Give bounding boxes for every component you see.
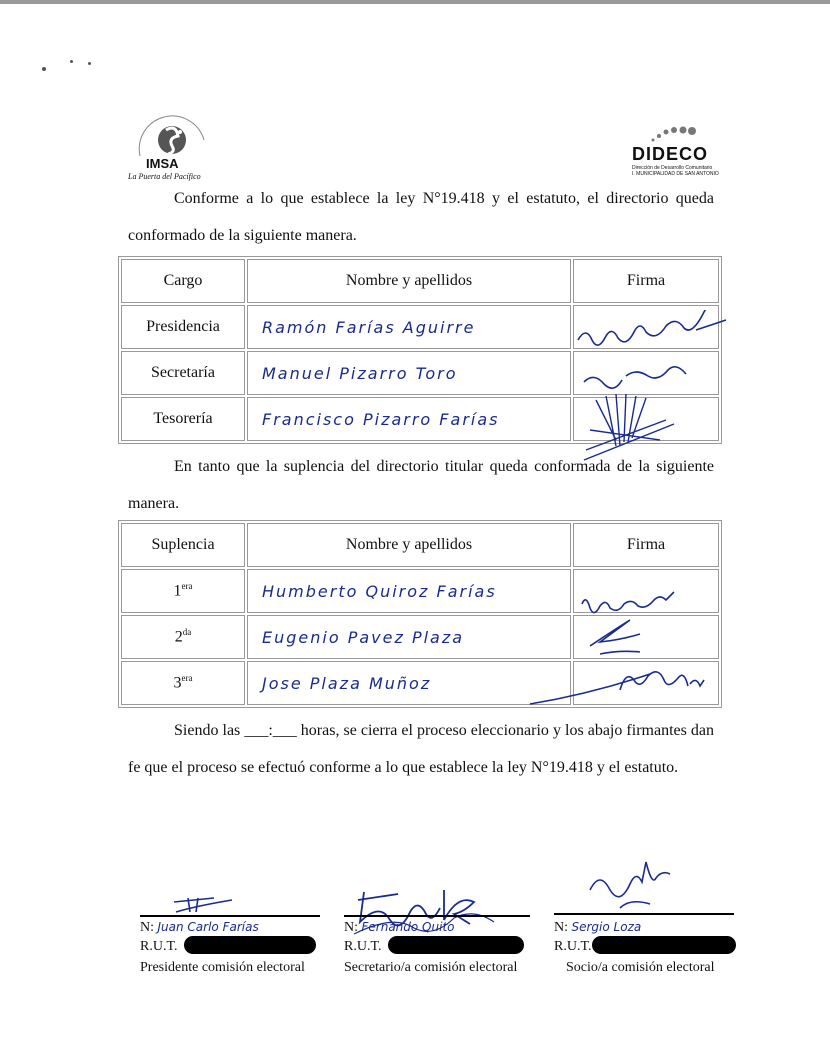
scan-speck <box>88 62 91 65</box>
suplencia-paragraph: En tanto que la suplencia del directorio titular queda conformada de la siguiente manera. <box>128 458 714 512</box>
header-cargo: Cargo <box>121 259 245 303</box>
n-label: N: <box>344 920 358 935</box>
redaction-bar <box>184 936 316 954</box>
suplencia-suffix: da <box>182 627 192 638</box>
cargo-cell: Tesorería <box>121 397 245 441</box>
nombre-cell: Manuel Pizarro Toro <box>247 351 571 395</box>
directorio-signatures <box>566 310 746 470</box>
nombre-cell: Ramón Farías Aguirre <box>247 305 571 349</box>
header-nombre: Nombre y apellidos <box>247 523 571 567</box>
suplencia-suffix: era <box>181 581 193 592</box>
nombre-cell: Humberto Quiroz Farías <box>247 569 571 613</box>
n-value: Fernando Quito <box>361 920 455 934</box>
rut-label-1: R.U.T. <box>140 939 178 954</box>
imsa-logo-tagline: La Puerta del Pacífico <box>128 172 201 181</box>
nombre-cell: Francisco Pizarro Farías <box>247 397 571 441</box>
header-nombre: Nombre y apellidos <box>247 259 571 303</box>
signatory-2-role: Secretario/a comisión electoral <box>344 960 518 975</box>
header-suplencia: Suplencia <box>121 523 245 567</box>
signatory-2-name <box>344 917 455 938</box>
header-firma: Firma <box>573 259 719 303</box>
rut-label-3: R.U.T. <box>554 939 592 954</box>
signature-line-3 <box>554 913 734 915</box>
suplencia-cell <box>121 615 245 659</box>
suplencia-suffix: era <box>181 673 193 684</box>
suplencia-number: 3 <box>173 674 182 692</box>
signature-1 <box>168 894 238 916</box>
signatory-3-role: Socio/a comisión electoral <box>566 960 715 975</box>
header-firma: Firma <box>573 523 719 567</box>
imsa-logo <box>128 108 218 188</box>
suplencia-cell <box>121 569 245 613</box>
imsa-logo-name: IMSA <box>146 156 179 171</box>
n-value: Sergio Loza <box>571 920 642 934</box>
signatory-1-role: Presidente comisión electoral <box>140 960 305 975</box>
redaction-bar <box>592 936 736 954</box>
signatory-3-name <box>554 917 641 938</box>
signatory-1-name <box>140 917 259 938</box>
n-label: N: <box>140 920 154 935</box>
cargo-cell: Secretaría <box>121 351 245 395</box>
suplencia-cell <box>121 661 245 705</box>
dideco-logo <box>628 122 719 177</box>
nombre-cell: Eugenio Pavez Plaza <box>247 615 571 659</box>
suplencia-signatures <box>470 580 730 710</box>
scan-top-border <box>0 0 830 4</box>
nombre-cell: Jose Plaza Muñoz <box>247 661 571 705</box>
cargo-cell: Presidencia <box>121 305 245 349</box>
dideco-logo-subtitle-2: I. MUNICIPALIDAD DE SAN ANTONIO <box>632 171 719 177</box>
n-value: Juan Carlo Farías <box>157 920 259 934</box>
redaction-bar <box>388 936 524 954</box>
signature-3 <box>580 860 690 916</box>
scan-speck <box>70 60 73 63</box>
scan-speck <box>42 67 46 71</box>
suplencia-number: 2 <box>174 628 183 646</box>
dideco-logo-subtitle: Dirección de Desarrollo Comunitario <box>632 165 713 171</box>
intro-paragraph: Conforme a lo que establece la ley N°19.418 y el estatuto, el directorio queda conformado de la siguiente manera. <box>128 190 714 244</box>
rut-label-2: R.U.T. <box>344 939 382 954</box>
dideco-logo-name: DIDECO <box>632 144 709 164</box>
suplencia-number: 1 <box>173 582 182 600</box>
closing-paragraph: Siendo las ___:___ horas, se cierra el proceso eleccionario y los abajo firmantes dan fe que el proceso se efectuó conforme a lo que establece la ley N°19.418 y el estatuto. <box>128 722 714 776</box>
n-label: N: <box>554 920 568 935</box>
